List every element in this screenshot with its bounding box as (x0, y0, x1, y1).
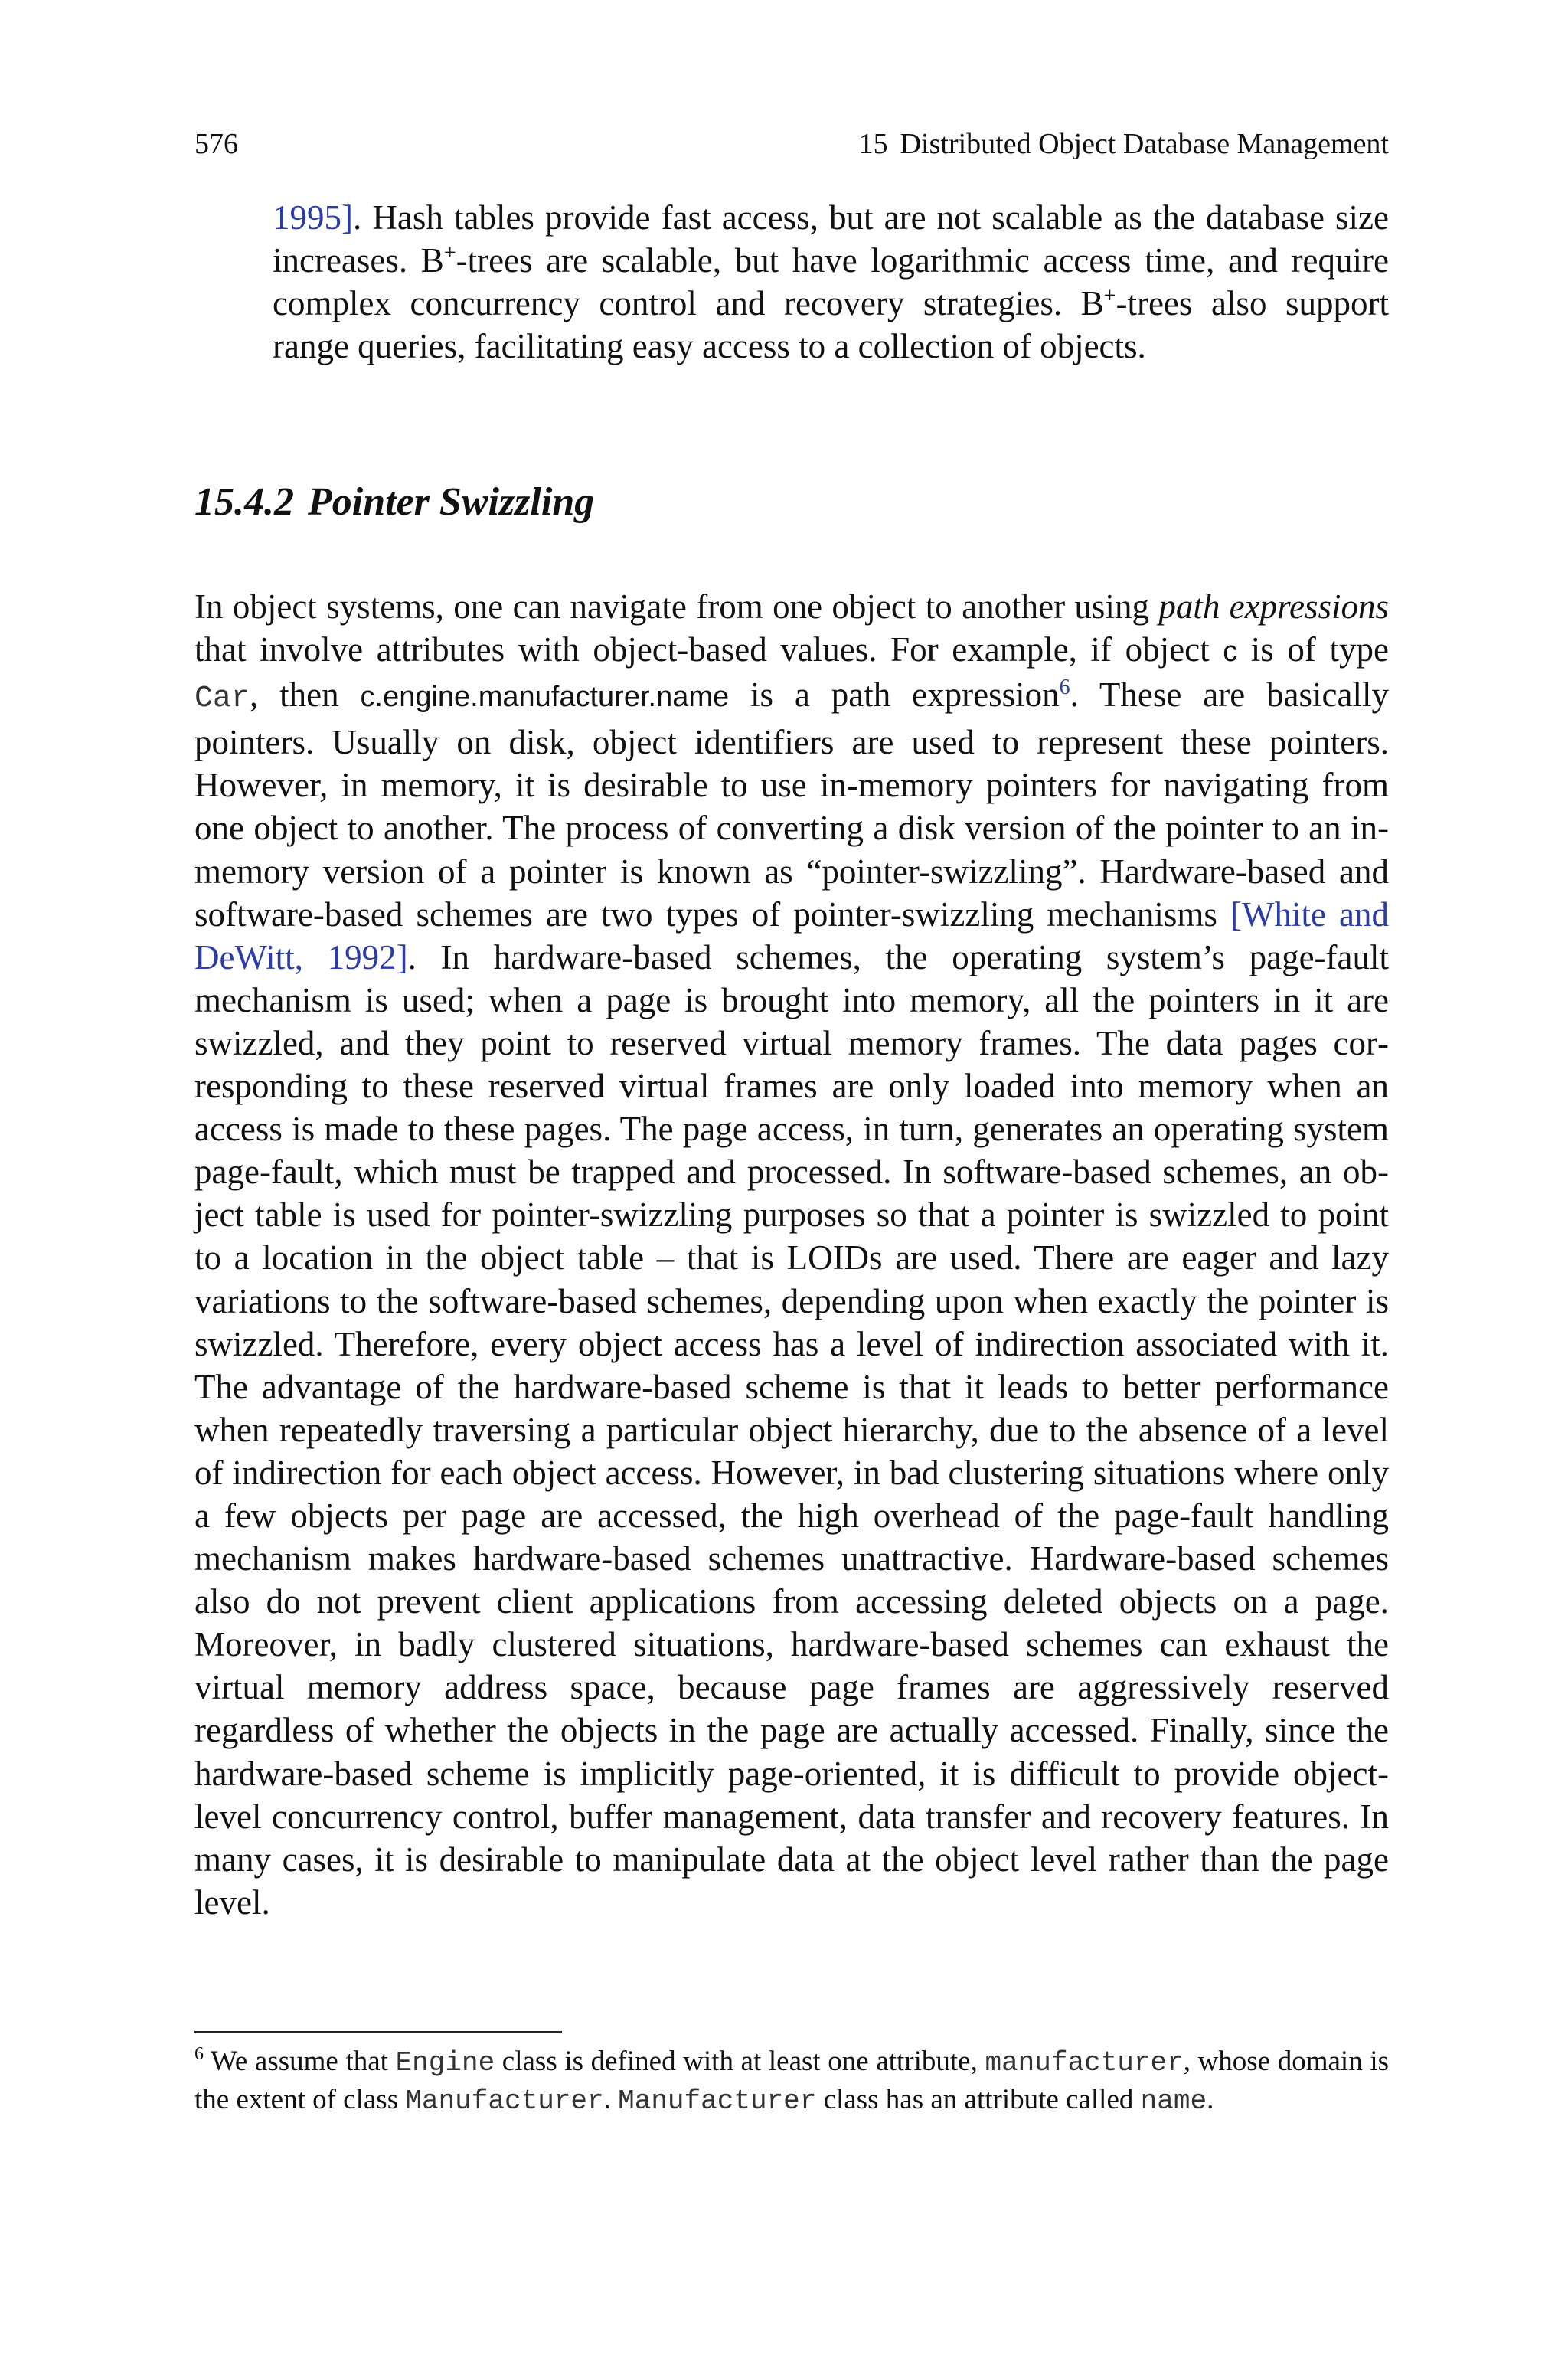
inline-code: c (1223, 636, 1238, 669)
body-paragraph (194, 585, 1389, 1924)
emphasis: path expressions (1158, 587, 1389, 626)
footnote-marker: 6 (194, 2044, 204, 2064)
lead-text: -trees also support range queries, facilitating easy access to a collection of objects. (273, 284, 1389, 365)
lead-text: -trees are scalable, but have logarithmic access time, and require complex concurrency control and recovery strategies. B (273, 241, 1389, 322)
inline-code: Car (194, 682, 250, 717)
body-text: In object systems, one can navigate from one object to another using (194, 587, 1159, 626)
chapter-title (859, 126, 1389, 162)
section-heading (194, 478, 594, 527)
inline-code: c.engine.manufacturer.name (360, 681, 730, 714)
citation-link[interactable]: [White and DeWitt, 1992] (194, 895, 1389, 976)
footnote-text: , whose domain is the extent of class (194, 2046, 1389, 2115)
footnote-text: . (1207, 2084, 1214, 2115)
citation-link[interactable]: 1995] (273, 198, 353, 237)
body-text: is a path expression (729, 675, 1060, 715)
inline-code: manufacturer (985, 2047, 1184, 2079)
footnote-ref-link[interactable]: 6 (1059, 675, 1070, 700)
running-head (194, 126, 1389, 162)
chapter-name: Distributed Object Database Management (900, 128, 1389, 160)
lead-text: . Hash tables provide fast access, but are not scalable as the database size increases. B (273, 198, 1389, 280)
superscript: + (1103, 284, 1116, 308)
footnote-text: class is defined with at least one attribute, (495, 2046, 985, 2077)
inline-code: Manufacturer (405, 2085, 604, 2117)
superscript: + (443, 241, 456, 265)
section-title: Pointer Swizzling (308, 480, 595, 524)
lead-paragraph (273, 196, 1389, 368)
page-number: 576 (194, 128, 238, 160)
body-text: . These are basically pointers. Usually on disk, object identifiers are used to represent these pointers. However, in memory, it is desirable to use in-memory pointers for navigating from one object to another. The process of converting a disk version of the pointer to an in-memory version of a pointer is known as “pointer-swizzling”. Hardware-based and software-based schemes are two types of pointer-swizzling mechanisms (194, 675, 1389, 934)
footnote-text: . (603, 2084, 619, 2115)
body-text: , then (250, 675, 361, 715)
inline-code: Engine (395, 2047, 495, 2079)
body-text: is of type (1237, 630, 1389, 669)
inline-code: Manufacturer (618, 2085, 817, 2117)
chapter-number: 15 (858, 128, 888, 160)
section-number: 15.4.2 (194, 480, 294, 524)
footnote (194, 2043, 1389, 2120)
body-text: . In hardware-based schemes, the operating system’s page-fault mechanism is used; when a page is brought into memory, all the pointers in it are swizzled, and they point to reserved virtual memory frames. The data pages corresponding to these reserved virtual frames are only loaded into memory when an access is made to these pages. The page access, in turn, generates an operating system page-fault, which must be trapped and processed. In software-based schemes, an object table is used for pointer-swizzling purposes so that a pointer is swizzled to point to a location in the object table – that is LOIDs are used. There are eager and lazy variations to the software-based schemes, depending upon when exactly the pointer is swizzled. Therefore, every object access has a level of indirection associated with it. The advantage of the hardware-based scheme is that it leads to better performance when repeatedly traversing a particular object hierarchy, due to the absence of a level of indirection for each object access. However, in bad clustering situations where only a few objects per page are accessed, the high overhead of the page-fault handling mechanism makes hardware-based schemes unattractive. Hardware-based schemes also do not prevent client applications from accessing deleted objects on a page. Moreover, in badly clustered situations, hardware-based schemes can exhaust the virtual memory address space, because page frames are aggressively reserved regardless of whether the objects in the page are actually accessed. Finally, since the hardware-based scheme is implicitly page-oriented, it is difficult to provide object-level concurrency control, buffer management, data transfer and recovery features. In many cases, it is desirable to manipulate data at the object level rather than the page level. (194, 937, 1389, 1922)
inline-code: name (1140, 2085, 1207, 2117)
footnote-text: class has an attribute called (816, 2084, 1141, 2115)
body-text: that involve attributes with object-based values. For example, if object (194, 630, 1223, 669)
footnote-text: We assume that (204, 2046, 396, 2077)
footnote-divider (194, 2031, 562, 2033)
